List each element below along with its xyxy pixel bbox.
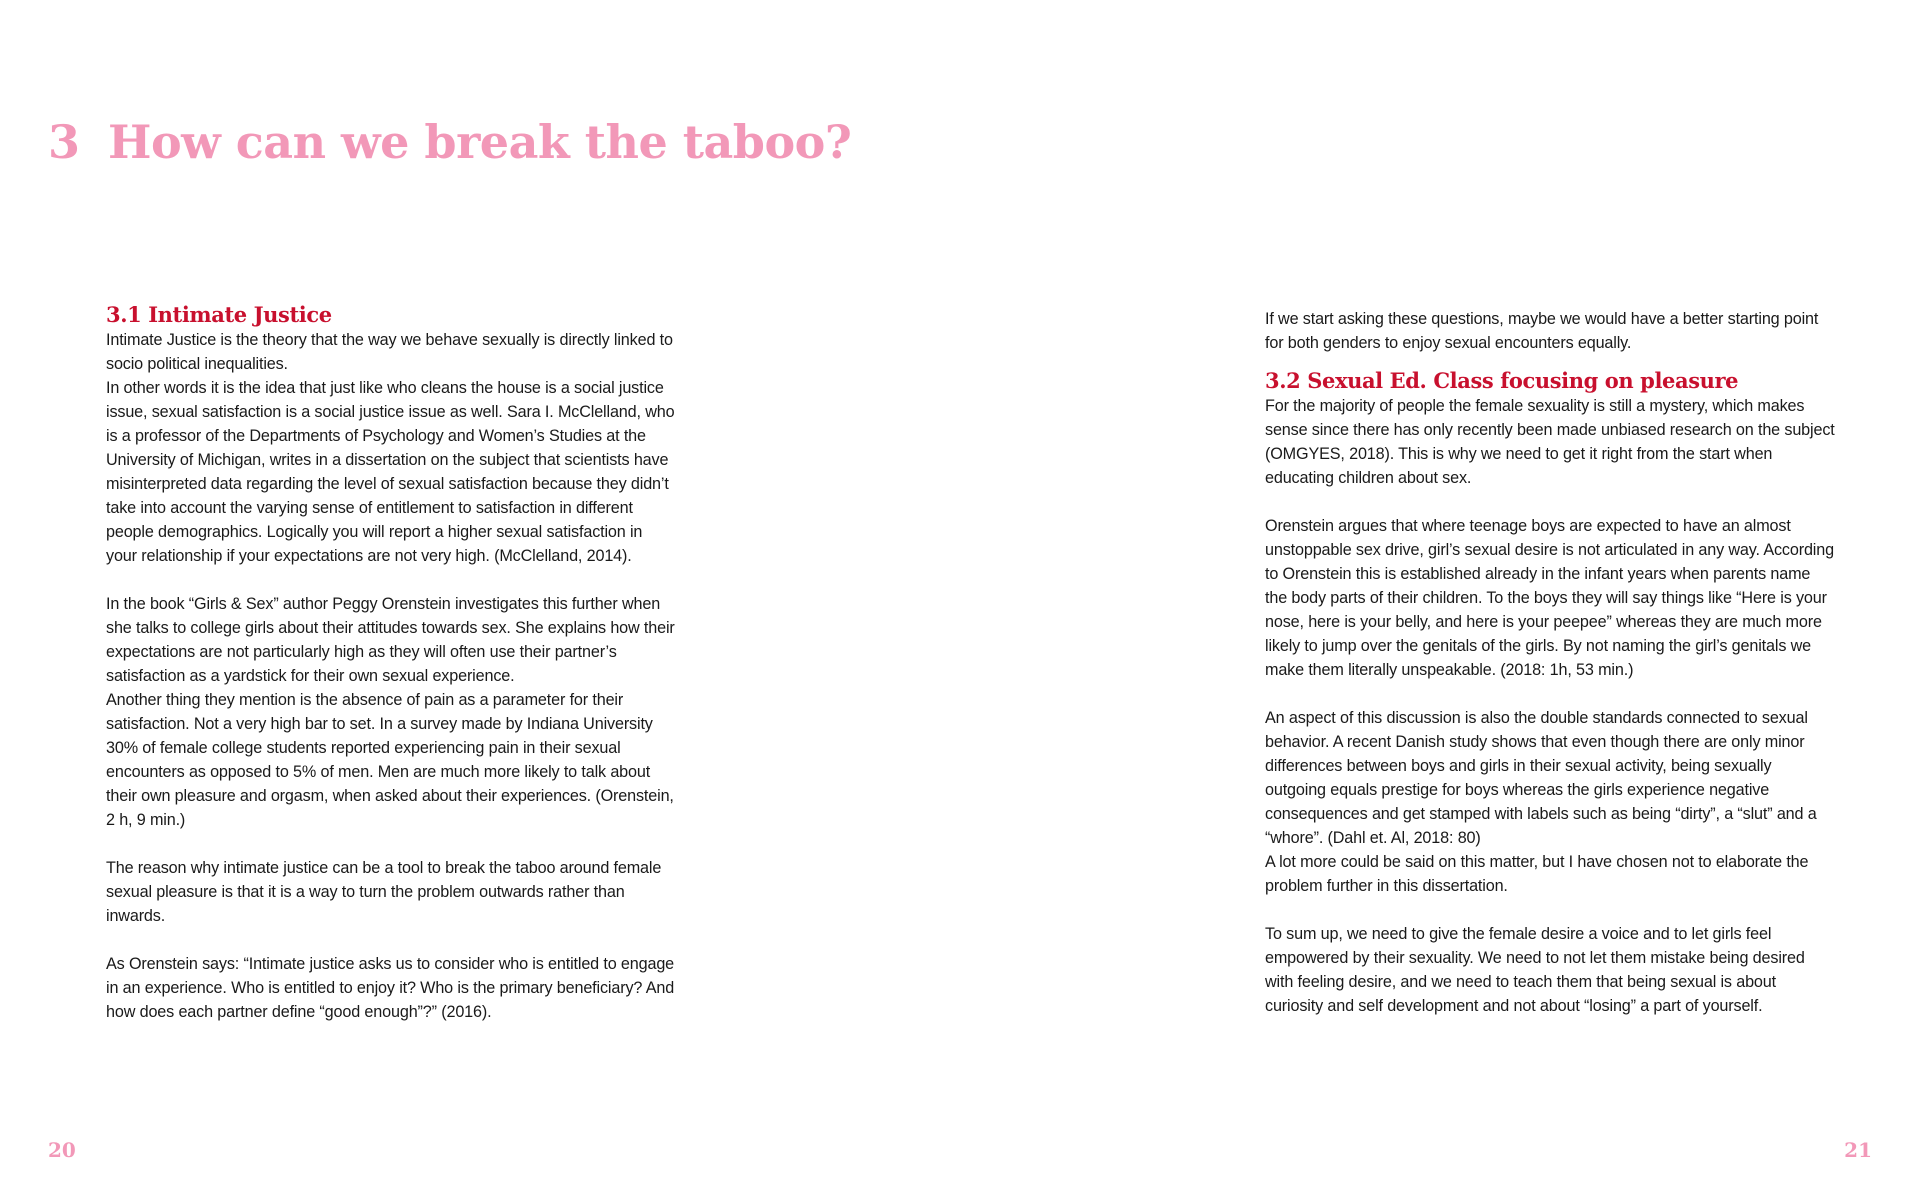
paragraph: A lot more could be said on this matter, but I have chosen not to elaborate the problem further in this dissertation. (1265, 853, 1809, 895)
chapter-number: 3 (48, 115, 80, 169)
chapter-title-text: How can we break the taboo? (108, 115, 852, 169)
paragraph: The reason why intimate justice can be a tool to break the taboo around female sexual pleasure is that it is a way to turn the problem outwards rather than inwards. (106, 859, 662, 925)
chapter-title (48, 112, 851, 172)
paragraph: To sum up, we need to give the female desire a voice and to let girls feel empowered by their sexuality. We need to not let them mistake being desired with feeling desire, and we need to teach them that being sexual is about curiosity and self development and not about “losing” a part of yourself. (1265, 925, 1805, 1015)
left-page-column (106, 302, 676, 1024)
paragraph: An aspect of this discussion is also the double standards connected to sexual behavior. A recent Danish study shows that even though there are only minor differences between boys and girls in their sexual activity, being sexually outgoing equals prestige for boys whereas the girls experience negative consequences and get stamped with labels such as being “dirty”, a “slut” and a “whore”. (Dahl et. Al, 2018: 80) (1265, 709, 1817, 847)
page-number-left: 20 (48, 1138, 76, 1162)
paragraph: As Orenstein says: “Intimate justice asks us to consider who is entitled to engage in an experience. Who is entitled to enjoy it? Who is the primary beneficiary? And how does each partner define “good enough”?” (2016). (106, 955, 675, 1021)
right-page-column (1265, 307, 1835, 1018)
paragraph: In the book “Girls & Sex” author Peggy Orenstein investigates this further when she talks to college girls about their attitudes towards sex. She explains how their expectations are not particularly high as they will often use their partner’s satisfaction as a yardstick for their own sexual experience. (106, 595, 675, 685)
section-heading-sexual-ed: 3.2 Sexual Ed. Class focusing on pleasure (1265, 368, 1739, 393)
paragraph: For the majority of people the female sexuality is still a mystery, which makes sense since there has only recently been made unbiased research on the subject (OMGYES, 2018). This is why we need to get it right from the start when educating children about sex. (1265, 397, 1835, 487)
paragraph: If we start asking these questions, maybe we would have a better starting point for both genders to enjoy sexual encounters equally. (1265, 310, 1819, 352)
paragraph: Another thing they mention is the absence of pain as a parameter for their satisfaction. Not a very high bar to set. In a survey made by Indiana University 30% of female college students reported experiencing pain in their sexual encounters as opposed to 5% of men. Men are much more likely to talk about their own pleasure and orgasm, when asked about their experiences. (Orenstein, 2 h, 9 min.) (106, 691, 674, 829)
paragraph: In other words it is the idea that just like who cleans the house is a social justice issue, sexual satisfaction is a social justice issue as well. Sara I. McClelland, who is a professor of the Departments of Psychology and Women’s Studies at the University of Michigan, writes in a dissertation on the subject that scientists have misinterpreted data regarding the level of sexual satisfaction because they didn’t take into account the varying sense of entitlement to satisfaction in different people demographics. Logically you will report a higher sexual satisfaction in your relationship if your expectations are not very high. (McClelland, 2014). (106, 379, 675, 565)
page-number-right: 21 (1844, 1138, 1872, 1162)
section-heading-intimate-justice: 3.1 Intimate Justice (106, 302, 332, 327)
paragraph: Orenstein argues that where teenage boys are expected to have an almost unstoppable sex drive, girl’s sexual desire is not articulated in any way. According to Orenstein this is established already in the infant years when parents name the body parts of their children. To the boys they will say things like “Here is your nose, here is your belly, and here is your peepee” whereas they are much more likely to jump over the genitals of the girls. By not naming the girl’s genitals we make them literally unspeakable. (2018: 1h, 53 min.) (1265, 517, 1834, 679)
paragraph: Intimate Justice is the theory that the way we behave sexually is directly linked to socio political inequalities. (106, 331, 673, 373)
